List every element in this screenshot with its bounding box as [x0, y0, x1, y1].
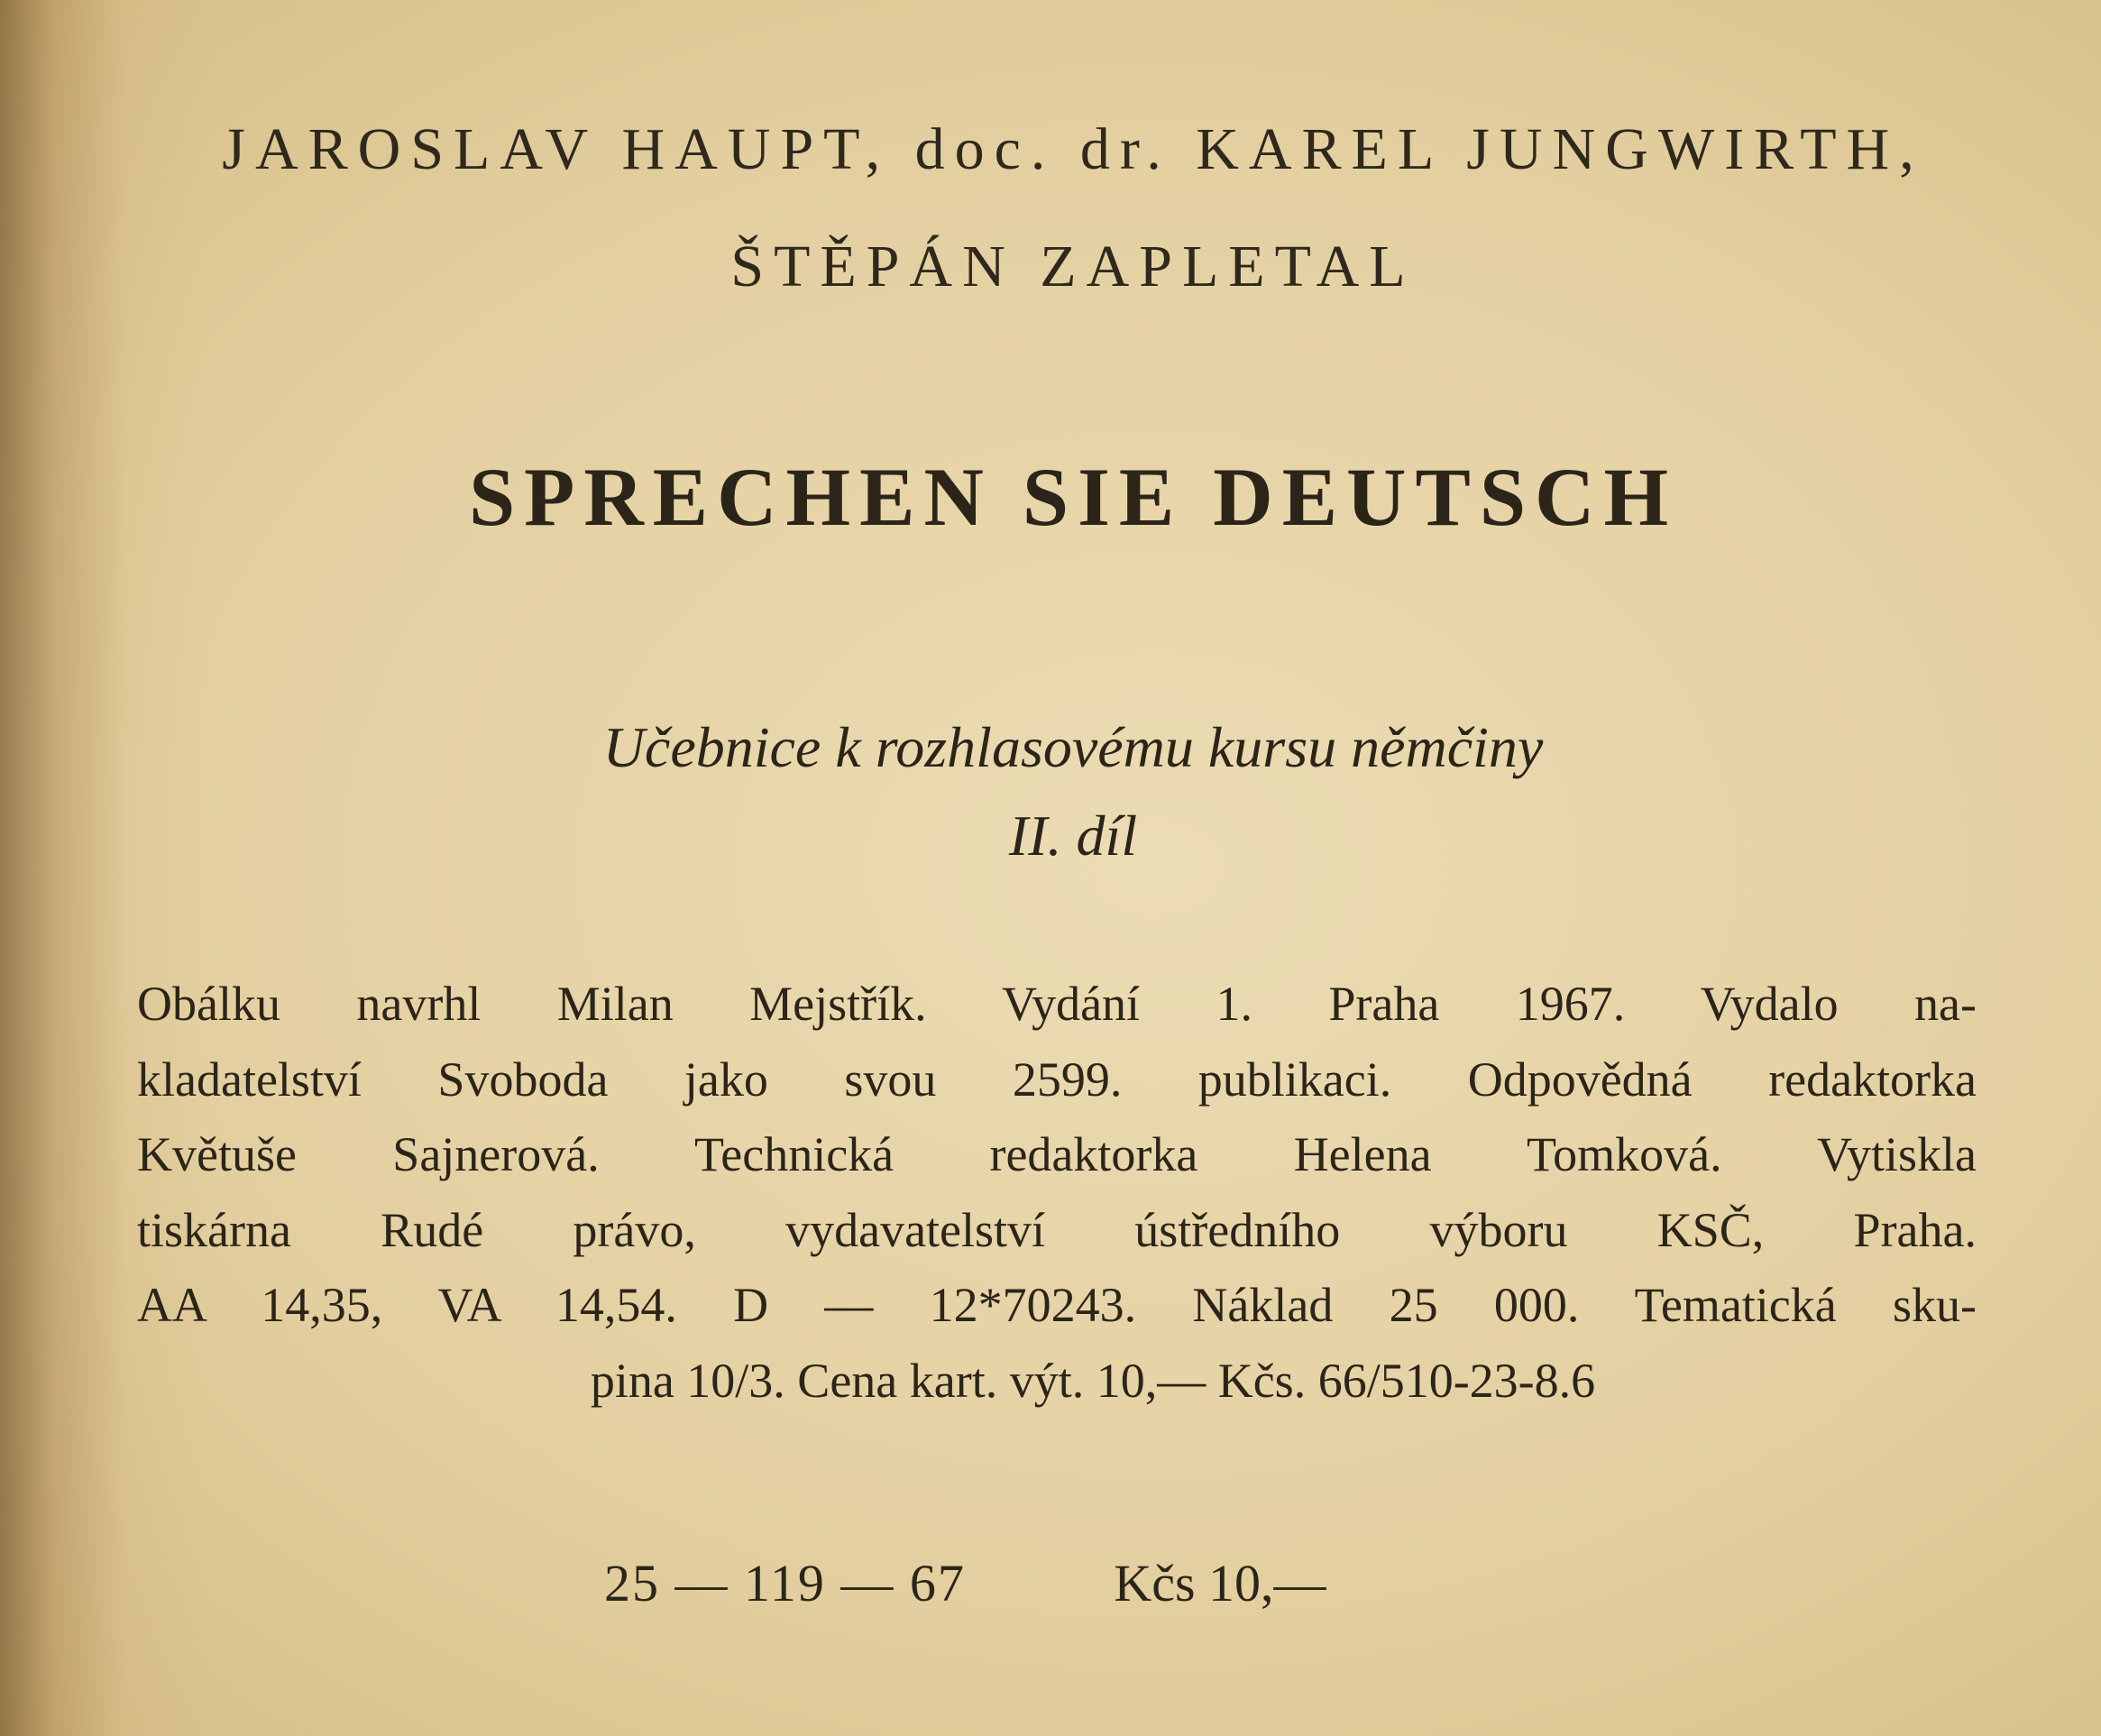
footer	[604, 1553, 1326, 1613]
authors-line-2: ŠTĚPÁN ZAPLETAL	[730, 234, 1416, 299]
imprint-line: Květuše Sajnerová. Technická redaktorka Helena Tomková. Vytiskla	[137, 1127, 1977, 1181]
imprint-line: kladatelství Svoboda jako svou 2599. publikaci. Odpovědná redaktorka	[137, 1052, 1977, 1107]
imprint-line: pina 10/3. Cena kart. výt. 10,— Kčs. 66/510-23-8.6	[590, 1353, 1596, 1408]
subtitle-volume: II. díl	[1008, 804, 1138, 868]
imprint-line: AA 14,35, VA 14,54. D — 12*70243. Náklad 25 000. Tematická sku-	[137, 1278, 1977, 1332]
imprint-line: Obálku navrhl Milan Mejstřík. Vydání 1. Praha 1967. Vydalo na-	[137, 977, 1977, 1031]
subtitle-line-1: Učebnice k rozhlasovému kursu němčiny	[602, 715, 1544, 779]
book-title: SPRECHEN SIE DEUTSCH	[468, 451, 1678, 543]
imprint-line: tiskárna Rudé právo, vydavatelství ústředního výboru KSČ, Praha.	[137, 1202, 1977, 1257]
authors-line-1: JAROSLAV HAUPT, doc. dr. KAREL JUNGWIRTH,	[222, 116, 1924, 182]
imprint-block	[137, 967, 1977, 1419]
publication-code: 25 — 119 — 67	[604, 1554, 966, 1612]
price: Kčs 10,—	[1114, 1554, 1326, 1612]
